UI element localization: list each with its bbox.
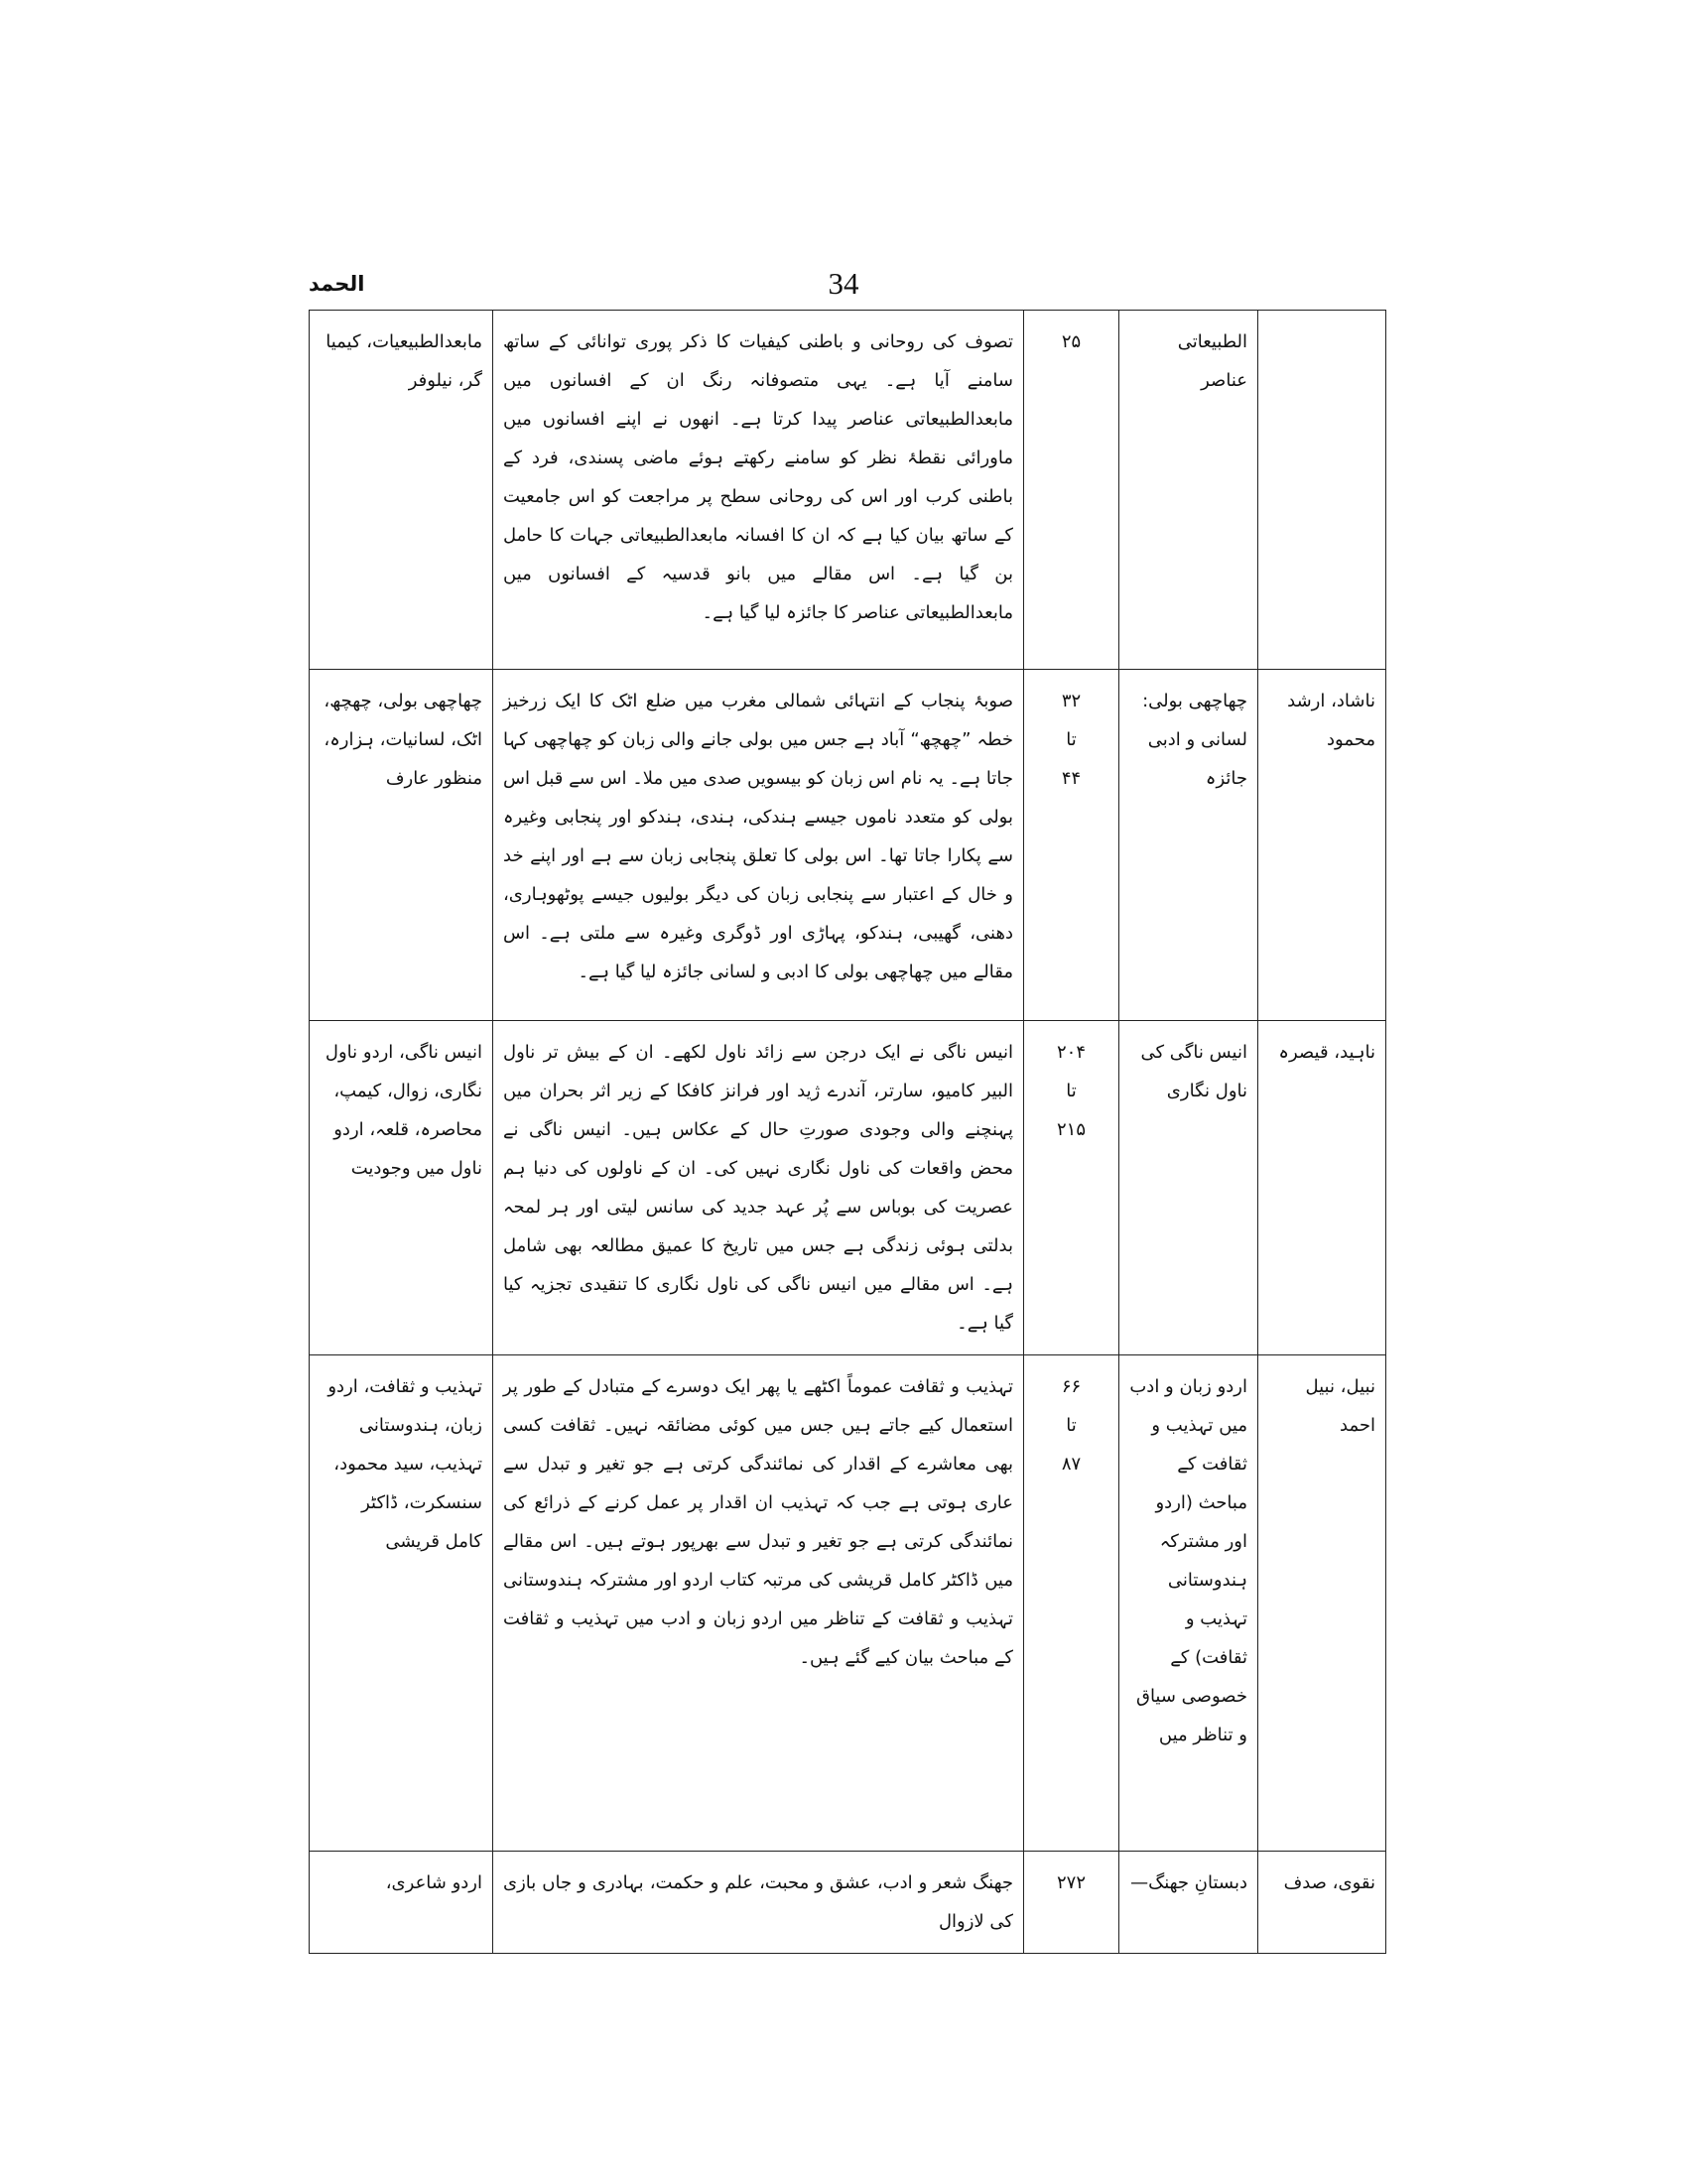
title-cell: دبستانِ جھنگ— bbox=[1119, 1852, 1258, 1954]
page-range-end: ۴۴ bbox=[1061, 768, 1082, 789]
page-range-start: ۲۵ bbox=[1061, 331, 1082, 352]
summary-cell: جھنگ شعر و ادب، عشق و محبت، علم و حکمت، بہادری و جاں بازی کی لازوال bbox=[493, 1852, 1024, 1954]
table-row bbox=[310, 1355, 1386, 1852]
summary-cell: صوبۂ پنجاب کے انتہائی شمالی مغرب میں ضلع اٹک کا ایک زرخیز خطہ ”چھچھ“ آباد ہے جس میں بولی جانے والی زبان کو چھاچھی کہا جاتا ہے۔ یہ نام اس زبان کو بیسویں صدی میں ملا۔ اس سے قبل اس بولی کو متعدد ناموں جیسے ہندکی، ہندی، ہندکو اور پنجابی وغیرہ سے پکارا جاتا تھا۔ اس بولی کا تعلق پنجابی زبان سے ہے اور اپنے خد و خال کے اعتبار سے پنجابی زبان کی دیگر بولیوں جیسے پوٹھوہاری، دھنی، گھیبی، ہندکو، پہاڑی اور ڈوگری وغیرہ سے ملتی ہے۔ اس مقالے میں چھاچھی بولی کا ادبی و لسانی جائزہ لیا گیا ہے۔ bbox=[493, 670, 1024, 1021]
page-range-separator: تا bbox=[1066, 1081, 1077, 1101]
title-cell: انیس ناگی کی ناول نگاری bbox=[1119, 1021, 1258, 1355]
table-row bbox=[310, 311, 1386, 670]
table-row bbox=[310, 670, 1386, 1021]
author-cell: نبیل، نبیل احمد bbox=[1258, 1355, 1386, 1852]
pages-cell bbox=[1024, 311, 1119, 670]
table-row bbox=[310, 1021, 1386, 1355]
title-cell: الطبیعاتی عناصر bbox=[1119, 311, 1258, 670]
summary-cell: تصوف کی روحانی و باطنی کیفیات کا ذکر پوری توانائی کے ساتھ سامنے آیا ہے۔ یہی متصوفانہ رنگ ان کے افسانوں میں مابعدالطبیعاتی عناصر پیدا کرتا ہے۔ انھوں نے اپنے افسانوں میں ماورائی نقطۂ نظر کو سامنے رکھتے ہوئے ماضی پسندی، فرد کے باطنی کرب اور اس کی روحانی سطح پر مراجعت کو اس جامعیت کے ساتھ بیان کیا ہے کہ ان کا افسانہ مابعدالطبیعاتی جہات کا حامل بن گیا ہے۔ اس مقالے میں بانو قدسیہ کے افسانوں میں مابعدالطبیعاتی عناصر کا جائزہ لیا گیا ہے۔ bbox=[493, 311, 1024, 670]
keywords-cell: انیس ناگی، اردو ناول نگاری، زوال، کیمپ، محاصرہ، قلعہ، اردو ناول میں وجودیت bbox=[310, 1021, 493, 1355]
article-index-table bbox=[309, 310, 1386, 1954]
author-cell: ناشاد، ارشد محمود bbox=[1258, 670, 1386, 1021]
page-number: 34 bbox=[828, 266, 859, 301]
keywords-cell: اردو شاعری، bbox=[310, 1852, 493, 1954]
table-row bbox=[310, 1852, 1386, 1954]
keywords-cell: مابعدالطبیعیات، کیمیا گر، نیلوفر bbox=[310, 311, 493, 670]
author-cell: نقوی، صدف bbox=[1258, 1852, 1386, 1954]
keywords-cell: چھاچھی بولی، چھچھ، اٹک، لسانیات، ہزارہ، منظور عارف bbox=[310, 670, 493, 1021]
pages-cell bbox=[1024, 670, 1119, 1021]
pages-cell bbox=[1024, 1355, 1119, 1852]
keywords-cell: تہذیب و ثقافت، اردو زبان، ہندوستانی تہذیب، سید محمود، سنسکرت، ڈاکٹر کامل قریشی bbox=[310, 1355, 493, 1852]
summary-cell: تہذیب و ثقافت عموماً اکٹھے یا پھر ایک دوسرے کے متبادل کے طور پر استعمال کیے جاتے ہیں جس میں کوئی مضائقہ نہیں۔ ثقافت کسی بھی معاشرے کے اقدار کی نمائندگی کرتی ہے جو تغیر و تبدل سے عاری ہوتی ہے جب کہ تہذیب ان اقدار پر عمل کرنے کے ذرائع کی نمائندگی کرتی ہے جو تغیر و تبدل سے بھرپور ہوتے ہیں۔ اس مقالے میں ڈاکٹر کامل قریشی کی مرتبہ کتاب اردو اور مشترکہ ہندوستانی تہذیب و ثقافت کے تناظر میں اردو زبان و ادب میں تہذیب و ثقافت کے مباحث بیان کیے گئے ہیں۔ bbox=[493, 1355, 1024, 1852]
page-range-start: ۲۷۲ bbox=[1056, 1872, 1086, 1893]
page-range-start: ۲۰۴ bbox=[1056, 1042, 1086, 1063]
page-range-start: ۶۶ bbox=[1061, 1376, 1082, 1397]
pages-cell bbox=[1024, 1852, 1119, 1954]
title-cell: اردو زبان و ادب میں تہذیب و ثقافت کے مباحث (اردو اور مشترکہ ہندوستانی تہذیب و ثقافت) کے خصوصی سیاق و تناظر میں bbox=[1119, 1355, 1258, 1852]
page-range-separator: تا bbox=[1066, 729, 1077, 750]
author-cell bbox=[1258, 311, 1386, 670]
page-range-end: ۸۷ bbox=[1061, 1454, 1082, 1475]
page-range-end: ۲۱۵ bbox=[1056, 1119, 1086, 1140]
summary-cell: انیس ناگی نے ایک درجن سے زائد ناول لکھے۔ ان کے بیش تر ناول البیر کامیو، سارتر، آندرے ژید اور فرانز کافکا کے زیر اثر بحران میں پہنچنے والی وجودی صورتِ حال کے عکاس ہیں۔ انیس ناگی نے محض واقعات کی ناول نگاری نہیں کی۔ ان کے ناولوں کی دنیا ہم عصریت کی بوباس سے پُر عہد جدید کی سانس لیتی اور ہر لمحہ بدلتی ہوئی زندگی ہے جس میں تاریخ کا عمیق مطالعہ بھی شامل ہے۔ اس مقالے میں انیس ناگی کی ناول نگاری کا تنقیدی تجزیہ کیا گیا ہے۔ bbox=[493, 1021, 1024, 1355]
page-range-start: ۳۲ bbox=[1061, 691, 1082, 711]
page-range-separator: تا bbox=[1066, 1415, 1077, 1436]
author-cell: ناہید، قیصرہ bbox=[1258, 1021, 1386, 1355]
pages-cell bbox=[1024, 1021, 1119, 1355]
title-cell: چھاچھی بولی: لسانی و ادبی جائزہ bbox=[1119, 670, 1258, 1021]
journal-name: الحمد bbox=[309, 272, 365, 296]
